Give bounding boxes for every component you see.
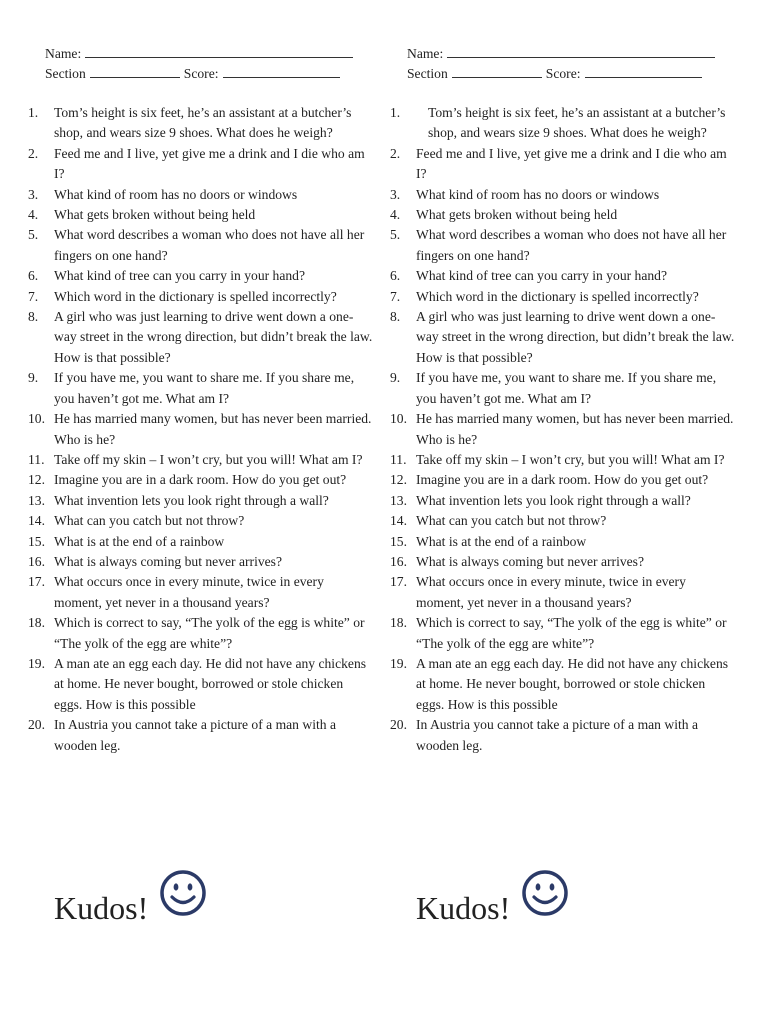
question-text: Imagine you are in a dark room. How do you get out? [416, 472, 709, 488]
question-item [28, 266, 373, 286]
question-number: 1. [390, 105, 401, 120]
question-number: 2. [28, 145, 39, 161]
question-number: 9. [28, 370, 39, 386]
question-item [390, 185, 735, 205]
question-text: Tom’s height is six feet, he’s an assistant at a butcher’s shop, and wears size 9 shoes. What does he weigh? [428, 105, 726, 141]
question-number: 19. [28, 655, 45, 671]
worksheet-header [28, 44, 373, 84]
question-number: 7. [28, 288, 39, 304]
question-text: Take off my skin – I won’t cry, but you will! What am I? [416, 451, 725, 467]
question-item [390, 613, 735, 654]
name-label: Name: [407, 46, 444, 61]
question-number: 3. [390, 186, 401, 202]
question-number: 3. [28, 186, 39, 202]
section-label: Section [45, 66, 86, 81]
section-blank[interactable] [90, 65, 180, 78]
question-text: What can you catch but not throw? [416, 513, 607, 529]
question-item [28, 450, 373, 470]
question-item [390, 654, 735, 715]
question-number: 18. [390, 615, 407, 631]
question-text: A man ate an egg each day. He did not have any chickens at home. He never bought, borrowed or stole chicken eggs. How is this possible [416, 655, 729, 712]
question-item [28, 552, 373, 572]
question-item [28, 185, 373, 205]
question-text: Tom’s height is six feet, he’s an assistant at a butcher’s shop, and wears size 9 shoes. What does he weigh? [54, 105, 352, 141]
question-number: 2. [390, 145, 401, 161]
question-number: 14. [390, 513, 407, 529]
question-item [28, 491, 373, 511]
name-line [407, 44, 735, 64]
question-number: 17. [28, 574, 45, 590]
question-text: Take off my skin – I won’t cry, but you will! What am I? [54, 451, 363, 467]
smiley-face-icon [158, 868, 208, 918]
score-blank[interactable] [585, 65, 702, 78]
smiley-face-icon [520, 868, 570, 918]
question-number: 16. [390, 553, 407, 569]
name-line [45, 44, 373, 64]
question-item [28, 613, 373, 654]
question-number: 5. [390, 227, 401, 243]
question-number: 20. [28, 717, 45, 733]
section-score-line [407, 64, 735, 84]
question-text: What word describes a woman who does not have all her fingers on one hand? [54, 227, 365, 263]
question-text: What is always coming but never arrives? [416, 553, 644, 569]
question-item [390, 532, 735, 552]
question-text: What gets broken without being held [416, 207, 618, 223]
question-item [390, 144, 735, 185]
score-label: Score: [545, 66, 581, 81]
question-text: What invention lets you look right through a wall? [54, 492, 329, 508]
question-text: In Austria you cannot take a picture of a man with a wooden leg. [54, 717, 336, 753]
question-number: 9. [390, 370, 401, 386]
question-text: What is at the end of a rainbow [54, 533, 225, 549]
question-number: 10. [390, 411, 407, 427]
question-text: A man ate an egg each day. He did not have any chickens at home. He never bought, borrowed or stole chicken eggs. How is this possible [54, 655, 367, 712]
question-text: What kind of room has no doors or windows [54, 186, 298, 202]
question-item [390, 450, 735, 470]
question-item [390, 287, 735, 307]
question-text: Which is correct to say, “The yolk of the egg is white” or “The yolk of the egg are white”? [416, 615, 727, 651]
question-item [28, 654, 373, 715]
question-item [28, 532, 373, 552]
question-text: If you have me, you want to share me. If you share me, you haven’t got me. What am I? [416, 370, 717, 406]
question-text: What can you catch but not throw? [54, 513, 245, 529]
question-number: 4. [390, 207, 401, 223]
question-text: He has married many women, but has never been married. Who is he? [416, 411, 734, 447]
question-text: Which word in the dictionary is spelled incorrectly? [416, 288, 699, 304]
question-number: 15. [390, 533, 407, 549]
question-text: Feed me and I live, yet give me a drink and I die who am I? [416, 145, 727, 182]
question-item [390, 511, 735, 531]
score-label: Score: [183, 66, 219, 81]
question-text: What kind of tree can you carry in your hand? [54, 268, 306, 284]
question-item [390, 552, 735, 572]
question-text: What is always coming but never arrives? [54, 553, 282, 569]
question-text: A girl who was just learning to drive went down a one-way street in the wrong direction, but didn’t break the law. How is that possible? [54, 309, 373, 365]
kudos-footer [416, 868, 570, 928]
kudos-footer [54, 868, 208, 928]
question-item [390, 307, 735, 368]
question-number: 12. [390, 472, 407, 488]
question-text: What kind of tree can you carry in your hand? [416, 268, 668, 284]
question-text: What occurs once in every minute, twice in every moment, yet never in a thousand years? [54, 574, 324, 610]
question-number: 13. [390, 492, 407, 508]
question-number: 12. [28, 472, 45, 488]
question-item [390, 266, 735, 286]
question-item [390, 205, 735, 225]
question-number: 18. [28, 615, 45, 631]
question-item [28, 144, 373, 185]
question-number: 20. [390, 717, 407, 733]
question-text: What occurs once in every minute, twice in every moment, yet never in a thousand years? [416, 574, 686, 610]
question-item [28, 205, 373, 225]
question-text: He has married many women, but has never been married. Who is he? [54, 411, 372, 447]
question-number: 17. [390, 574, 407, 590]
question-number: 13. [28, 492, 45, 508]
question-number: 10. [28, 411, 45, 427]
question-item [390, 368, 735, 409]
question-number: 11. [390, 451, 407, 467]
worksheet-left [28, 44, 373, 756]
question-text: What invention lets you look right through a wall? [416, 492, 691, 508]
question-item [390, 491, 735, 511]
question-text: What kind of room has no doors or windows [416, 186, 660, 202]
question-item [28, 715, 373, 756]
question-item [28, 572, 373, 613]
name-label: Name: [45, 46, 82, 61]
question-item [28, 511, 373, 531]
question-text: Imagine you are in a dark room. How do you get out? [54, 472, 347, 488]
kudos-text: Kudos! [416, 890, 511, 926]
name-blank[interactable] [85, 45, 353, 58]
question-text: What word describes a woman who does not have all her fingers on one hand? [416, 227, 727, 263]
section-blank[interactable] [452, 65, 542, 78]
worksheet-header [390, 44, 735, 84]
name-blank[interactable] [447, 45, 715, 58]
section-label: Section [407, 66, 448, 81]
question-number: 19. [390, 655, 407, 671]
question-text: A girl who was just learning to drive went down a one-way street in the wrong direction, but didn’t break the law. How is that possible? [416, 309, 735, 365]
question-item [28, 103, 373, 144]
score-blank[interactable] [223, 65, 340, 78]
worksheet-right [390, 44, 735, 756]
kudos-text: Kudos! [54, 890, 149, 926]
question-item [390, 409, 735, 450]
question-text: If you have me, you want to share me. If you share me, you haven’t got me. What am I? [54, 370, 355, 406]
question-number: 14. [28, 513, 45, 529]
question-item [28, 225, 373, 266]
question-item [28, 368, 373, 409]
question-text: Feed me and I live, yet give me a drink and I die who am I? [54, 145, 365, 182]
question-list [390, 103, 735, 756]
question-text: What is at the end of a rainbow [416, 533, 587, 549]
question-number: 8. [390, 309, 401, 325]
question-number: 4. [28, 207, 39, 223]
question-number: 11. [28, 451, 45, 467]
question-text: Which word in the dictionary is spelled incorrectly? [54, 288, 337, 304]
question-text: What gets broken without being held [54, 207, 256, 223]
question-item [390, 225, 735, 266]
question-number: 1. [28, 105, 39, 120]
question-item [28, 409, 373, 450]
section-score-line [45, 64, 373, 84]
question-number: 5. [28, 227, 39, 243]
question-item [390, 470, 735, 490]
question-item [390, 103, 735, 144]
question-item [390, 572, 735, 613]
question-text: In Austria you cannot take a picture of a man with a wooden leg. [416, 717, 698, 753]
question-item [28, 470, 373, 490]
question-number: 6. [28, 268, 39, 284]
question-item [28, 287, 373, 307]
question-number: 6. [390, 268, 401, 284]
question-list [28, 103, 373, 756]
question-number: 7. [390, 288, 401, 304]
question-number: 16. [28, 553, 45, 569]
question-text: Which is correct to say, “The yolk of the egg is white” or “The yolk of the egg are white”? [54, 615, 365, 651]
question-number: 15. [28, 533, 45, 549]
question-number: 8. [28, 309, 39, 325]
question-item [28, 307, 373, 368]
question-item [390, 715, 735, 756]
